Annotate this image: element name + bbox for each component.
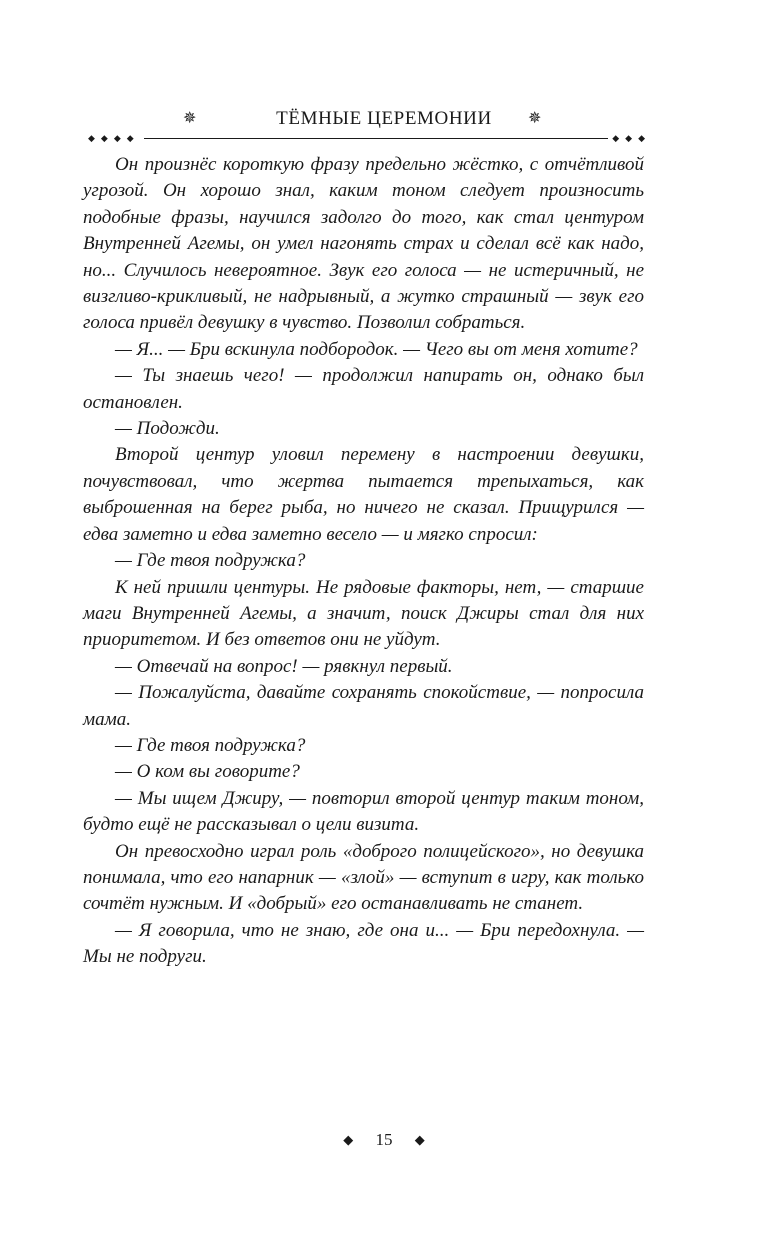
paragraph: — Ты знаешь чего! — продолжил напирать он, однако был остановлен.	[83, 365, 644, 413]
paragraph: К ней пришли центуры. Не рядовые факторы, нет, — старшие маги Внутренней Агемы, а значит, поиск Джиры стал для них приоритетом. И без ответов они не уйдут.	[83, 576, 644, 651]
paragraph: Он превосходно играл роль «доброго полицейского», но девушка понимала, что его напарник — «злой» — вступит в игру, как только сочтёт нужным. И «добрый» его останавливать не станет.	[83, 840, 644, 915]
diamond-icon: ◆	[414, 1132, 425, 1147]
star-ornament-icon: ✵	[183, 110, 197, 127]
header-divider	[88, 133, 651, 143]
paragraph: — Я... — Бри вскинула подбородок. — Чего вы от меня хотите?	[115, 338, 638, 360]
running-header	[0, 106, 768, 132]
body-text	[83, 152, 644, 971]
diamond-dots-icon: ◆◆◆	[608, 132, 651, 144]
page-number: 15	[375, 1130, 393, 1149]
paragraph: Он произнёс короткую фразу предельно жёстко, с отчётливой угрозой. Он хорошо знал, каким тоном следует произносить подобные фразы, научился задолго до того, как стал центуром Внутренней Агемы, он умел нагонять страх и сделал всё как надо, но... Случилось невероятное. Звук его голоса — не истеричный, не визгливо-крикливый, не надрывный, а жутко страшный — звук его голоса привёл девушку в чувство. Позволил собраться.	[83, 154, 644, 334]
paragraph: — Я говорила, что не знаю, где она и... — Бри передохнула. — Мы не подруги.	[83, 919, 644, 968]
paragraph: — Где твоя подружка?	[115, 550, 306, 572]
paragraph: — Мы ищем Джиру, — повторил второй центур таким тоном, будто ещё не рассказывал о цели визита.	[83, 787, 644, 836]
paragraph: — О ком вы говорите?	[115, 761, 300, 783]
paragraph: Второй центур уловил перемену в настроении девушки, почувствовал, что жертва пытается трепыхаться, как выброшенная на берег рыба, но ничего не сказал. Прищурился — едва заметно и едва заметно весело — и мягко спросил:	[83, 444, 644, 545]
diamond-dots-icon: ◆◆◆◆	[88, 132, 144, 144]
running-title: ТЁМНЫЕ ЦЕРЕМОНИИ	[276, 108, 492, 129]
divider-line	[88, 138, 645, 139]
page-footer	[0, 1128, 768, 1152]
paragraph: — Отвечай на вопрос! — рявкнул первый.	[115, 655, 453, 677]
star-ornament-icon: ✵	[528, 110, 542, 127]
paragraph: — Подожди.	[115, 418, 220, 440]
diamond-icon: ◆	[343, 1132, 354, 1147]
paragraph: — Пожалуйста, давайте сохранять спокойствие, — попросила мама.	[83, 682, 644, 730]
paragraph: — Где твоя подружка?	[115, 734, 306, 756]
